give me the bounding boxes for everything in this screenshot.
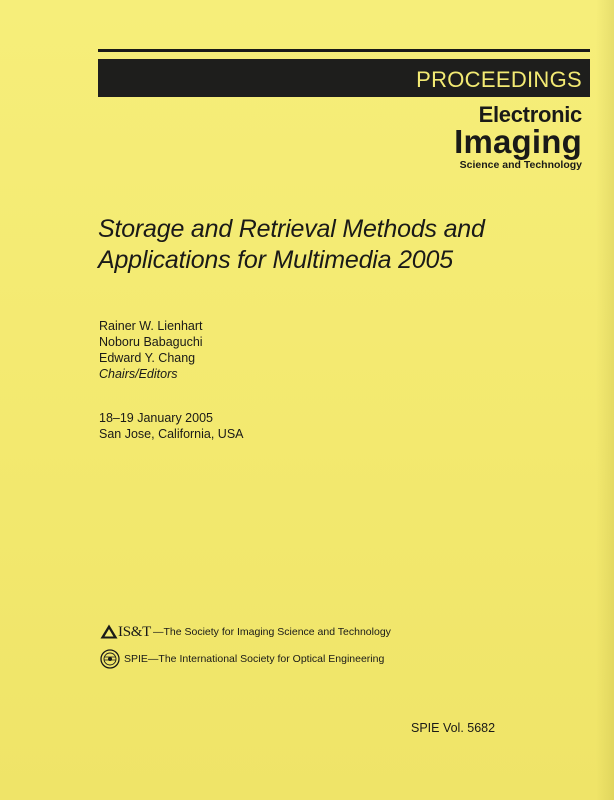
- volume-number: SPIE Vol. 5682: [411, 721, 496, 735]
- event-location: San Jose, California, USA: [99, 427, 244, 441]
- brand-subtitle: Science and Technology: [459, 159, 582, 171]
- spie-shield-logo-icon: [100, 649, 120, 669]
- ist-triangle-logo-icon: [100, 624, 151, 639]
- brand-electronic: Electronic: [478, 102, 582, 127]
- sponsor-ist: [100, 624, 391, 639]
- ist-logo-text: IS&T: [118, 623, 151, 640]
- spie-description: SPIE—The International Society for Optical Engineering: [124, 653, 385, 665]
- event-info: [99, 410, 244, 442]
- editors-role: Chairs/Editors: [99, 367, 178, 381]
- editor-name: Rainer W. Lienhart: [99, 319, 203, 333]
- sponsor-spie: [100, 649, 384, 669]
- ist-description: —The Society for Imaging Science and Technology: [152, 625, 391, 638]
- cover-shadow-edge: [596, 0, 614, 800]
- brand-imaging: Imaging: [454, 123, 582, 160]
- editor-name: Edward Y. Chang: [99, 351, 196, 365]
- editor-name: Noboru Babaguchi: [99, 335, 203, 349]
- series-banner-label: PROCEEDINGS: [416, 67, 582, 92]
- event-dates: 18–19 January 2005: [99, 411, 213, 425]
- book-title: [98, 214, 598, 276]
- book-title-line: Storage and Retrieval Methods and: [98, 215, 485, 243]
- series-banner: [98, 59, 590, 97]
- top-rule: [98, 49, 590, 52]
- editors-block: [99, 318, 203, 382]
- brand-block: [362, 104, 582, 172]
- book-title-line: Applications for Multimedia 2005: [98, 246, 453, 274]
